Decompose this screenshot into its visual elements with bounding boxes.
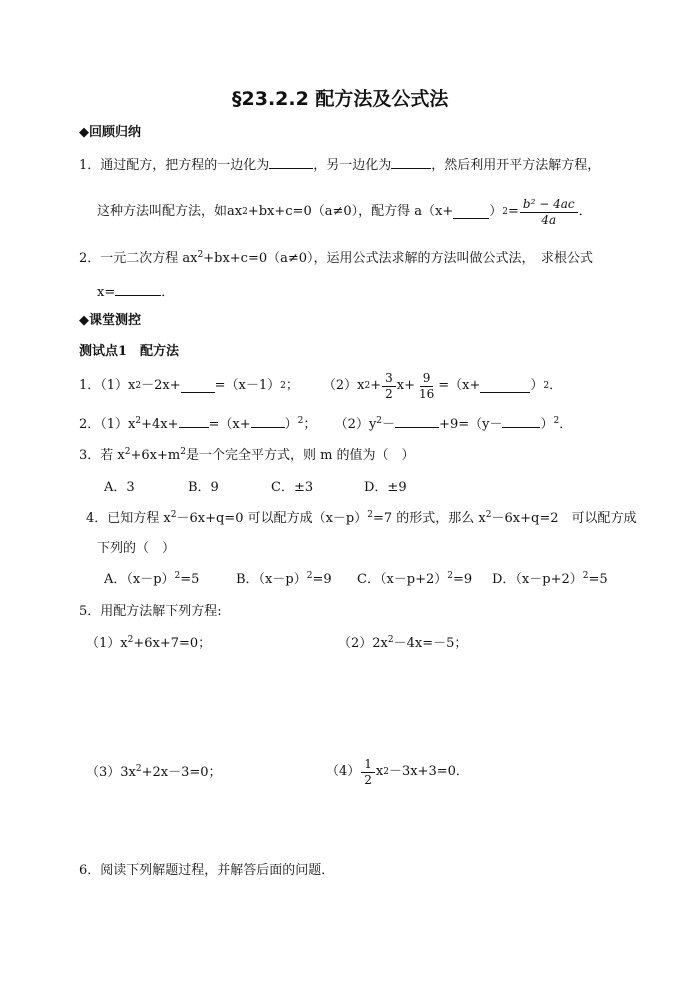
p1-text-c: =（x－1） — [214, 378, 281, 393]
superscript: 2 — [376, 416, 383, 426]
answer-blank[interactable] — [269, 156, 313, 169]
p2-text-a: 2．（1）x — [79, 417, 136, 432]
p5-e1-text: （1）x — [86, 636, 128, 651]
p2-text-j: ． — [559, 417, 573, 432]
fraction-1-over-2 — [361, 757, 375, 788]
p2-text-h: +9=（y－ — [439, 417, 503, 432]
q2-text-c: x= — [97, 285, 116, 300]
q1-text-a: 1．通过配方，把方程的一边化为 — [79, 158, 270, 173]
p4-option-b[interactable] — [236, 571, 332, 589]
p3-option-c[interactable]: C．±3 — [271, 480, 314, 495]
answer-blank[interactable] — [179, 415, 209, 428]
p5-e2-text-2: －4x=－5； — [393, 636, 468, 651]
p4-text-c: =7 的形式，那么 x — [373, 511, 486, 526]
question-1-line-1 — [79, 156, 600, 175]
answer-blank[interactable] — [181, 380, 215, 393]
question-2-line-2 — [97, 283, 174, 302]
fraction-3-over-2 — [382, 371, 396, 402]
p4-text-a: 4．已知方程 x — [86, 511, 171, 526]
section-point-1: 测试点1 配方法 — [79, 344, 180, 359]
problem-3 — [79, 447, 415, 465]
p5-equation-1 — [86, 635, 211, 653]
fraction-numerator: 9 — [420, 371, 434, 387]
superscript: 2 — [297, 416, 304, 426]
p4-opt-b-text-2: =9 — [312, 572, 332, 587]
q1-text-b: ，另一边化为 — [313, 158, 392, 173]
fraction-numerator: 1 — [361, 757, 375, 773]
p4-opt-a-text: A．（x－p） — [104, 572, 175, 587]
q1-text-h: ． — [578, 204, 592, 219]
fraction-b2-4ac-over-4a — [520, 197, 578, 228]
superscript: 2 — [387, 635, 394, 645]
q1-text-f: ） — [489, 204, 503, 219]
superscript: 2 — [553, 416, 560, 426]
p1-text-e: （2）x — [322, 378, 365, 393]
p1-text-j: ． — [549, 378, 563, 393]
p3-text-a: 3．若 x — [79, 448, 125, 463]
q2-text-a: 2．一元二次方程 ax — [79, 251, 198, 266]
p5-e1-text-2: +6x+7=0； — [133, 636, 212, 651]
question-2-line-1 — [79, 250, 593, 268]
superscript: 2 — [135, 764, 142, 774]
p4-opt-d-text: D．（x－p+2） — [492, 572, 583, 587]
fraction-numerator: b² − 4ac — [520, 197, 578, 213]
problem-2 — [79, 415, 572, 434]
superscript: 2 — [180, 447, 186, 457]
answer-blank[interactable] — [395, 415, 439, 428]
fraction-denominator: 2 — [364, 772, 372, 787]
p5-equation-4: （4） $\frac{1}{2}$ x 2 －3x+3=0． — [326, 752, 469, 792]
q2-text-d: ． — [161, 285, 175, 300]
q1-text-e: +bx+c=0（a≠0），配方得 a（x+ — [247, 204, 454, 219]
problem-5-heading: 5．用配方法解下列方程: — [79, 604, 222, 619]
p5-equation-3 — [86, 764, 222, 782]
p5-equation-2 — [338, 635, 467, 653]
p1-text-g: x+ — [396, 378, 415, 393]
fraction-denominator: 16 — [418, 386, 435, 401]
q2-text-b: +bx+c=0（a≠0），运用公式法求解的方法叫做公式法， 求根公式 — [203, 251, 594, 266]
p4-opt-c-text-2: =9 — [453, 572, 473, 587]
fraction-denominator: 4a — [541, 212, 557, 227]
p1-text-d: ； — [285, 378, 299, 393]
p1-text-i: ） — [530, 378, 544, 393]
p4-option-c[interactable] — [357, 571, 472, 589]
superscript: 2 — [367, 510, 373, 520]
superscript: 2 — [485, 510, 492, 520]
p1-text-b: －2x+ — [141, 378, 181, 393]
question-1-line-2: 这种方法叫配方法，如ax 2 +bx+c=0（a≠0），配方得 a（x+ ） 2 = $\frac{\text{b² − 4ac}}{4a}$ ． — [97, 192, 592, 232]
fraction-numerator: 3 — [382, 371, 396, 387]
superscript: 2 — [170, 510, 177, 520]
problem-1: 1．（1）x 2 －2x+ =（x－1） 2 ； （2）x 2 + $\frac{3}{2}$ x+ $\frac{9}{16}$ =（x+ ） 2 ． — [79, 366, 562, 406]
p1-text-h: =（x+ — [438, 378, 481, 393]
page-title: §23.2.2 配方法及公式法 — [232, 88, 449, 110]
answer-blank[interactable] — [453, 206, 489, 219]
p3-option-b[interactable]: B．9 — [188, 480, 219, 495]
superscript: 2 — [197, 250, 204, 260]
superscript: 2 — [124, 447, 131, 457]
p2-text-g: － — [382, 417, 396, 432]
answer-blank[interactable] — [391, 156, 431, 169]
p5-e4-text: （4） — [326, 764, 361, 779]
p4-text-b: －6x+q=0 可以配方成（x－p） — [176, 511, 368, 526]
q1-text-g: = — [507, 204, 519, 219]
superscript: 2 — [447, 571, 453, 581]
section-test: ◆课堂测控 — [79, 313, 141, 328]
p3-text-c: 是一个完全平方式，则 m 的值为（ ） — [185, 448, 415, 463]
p5-e3-text: （3）3x — [86, 765, 136, 780]
superscript: 2 — [127, 635, 134, 645]
problem-4-line-1 — [86, 510, 636, 528]
p3-option-a[interactable]: A．3 — [104, 480, 135, 495]
p3-text-b: +6x+m — [130, 448, 181, 463]
section-review: ◆回顾归纳 — [79, 125, 141, 140]
p1-text-a: 1．（1）x — [79, 378, 136, 393]
p3-option-d[interactable]: D．±9 — [364, 480, 407, 495]
p2-text-c: =（x+ — [208, 417, 251, 432]
problem-6: 6．阅读下列解题过程，并解答后面的问题． — [79, 863, 335, 878]
fraction-9-over-16 — [416, 371, 437, 402]
p5-e4-text-3: －3x+3=0． — [389, 764, 469, 779]
answer-blank[interactable] — [251, 415, 285, 428]
superscript: 2 — [135, 416, 142, 426]
p4-option-d[interactable] — [492, 571, 608, 589]
p2-text-d: ） — [284, 417, 298, 432]
superscript: 2 — [174, 571, 181, 581]
p2-text-i: ） — [540, 417, 554, 432]
p2-text-f: （2）y — [334, 417, 377, 432]
p5-e2-text: （2）2x — [338, 636, 388, 651]
p4-text-d: －6x+q=2 可以配方成 — [491, 511, 637, 526]
superscript: 2 — [582, 571, 589, 581]
p2-text-b: +4x+ — [141, 417, 179, 432]
q1-text-c: ，然后利用开平方法解方程， — [431, 158, 601, 173]
answer-blank[interactable] — [115, 283, 161, 296]
p4-opt-a-text-2: =5 — [180, 572, 200, 587]
p4-opt-b-text: B．（x－p） — [236, 572, 307, 587]
problem-4-line-2: 下列的（ ） — [97, 541, 176, 556]
p1-text-f: + — [370, 378, 382, 393]
fraction-denominator: 2 — [385, 386, 393, 401]
superscript: 2 — [306, 571, 313, 581]
answer-blank[interactable] — [502, 415, 540, 428]
p2-text-e: ； — [303, 417, 317, 432]
p5-e4-text-2: x — [375, 764, 384, 779]
p4-opt-d-text-2: =5 — [588, 572, 608, 587]
p4-option-a[interactable] — [104, 571, 199, 589]
p4-opt-c-text: C．（x－p+2） — [357, 572, 448, 587]
q1-text-d: 这种方法叫配方法，如ax — [97, 204, 243, 219]
p5-e3-text-2: +2x－3=0； — [141, 765, 222, 780]
answer-blank[interactable] — [480, 380, 530, 393]
